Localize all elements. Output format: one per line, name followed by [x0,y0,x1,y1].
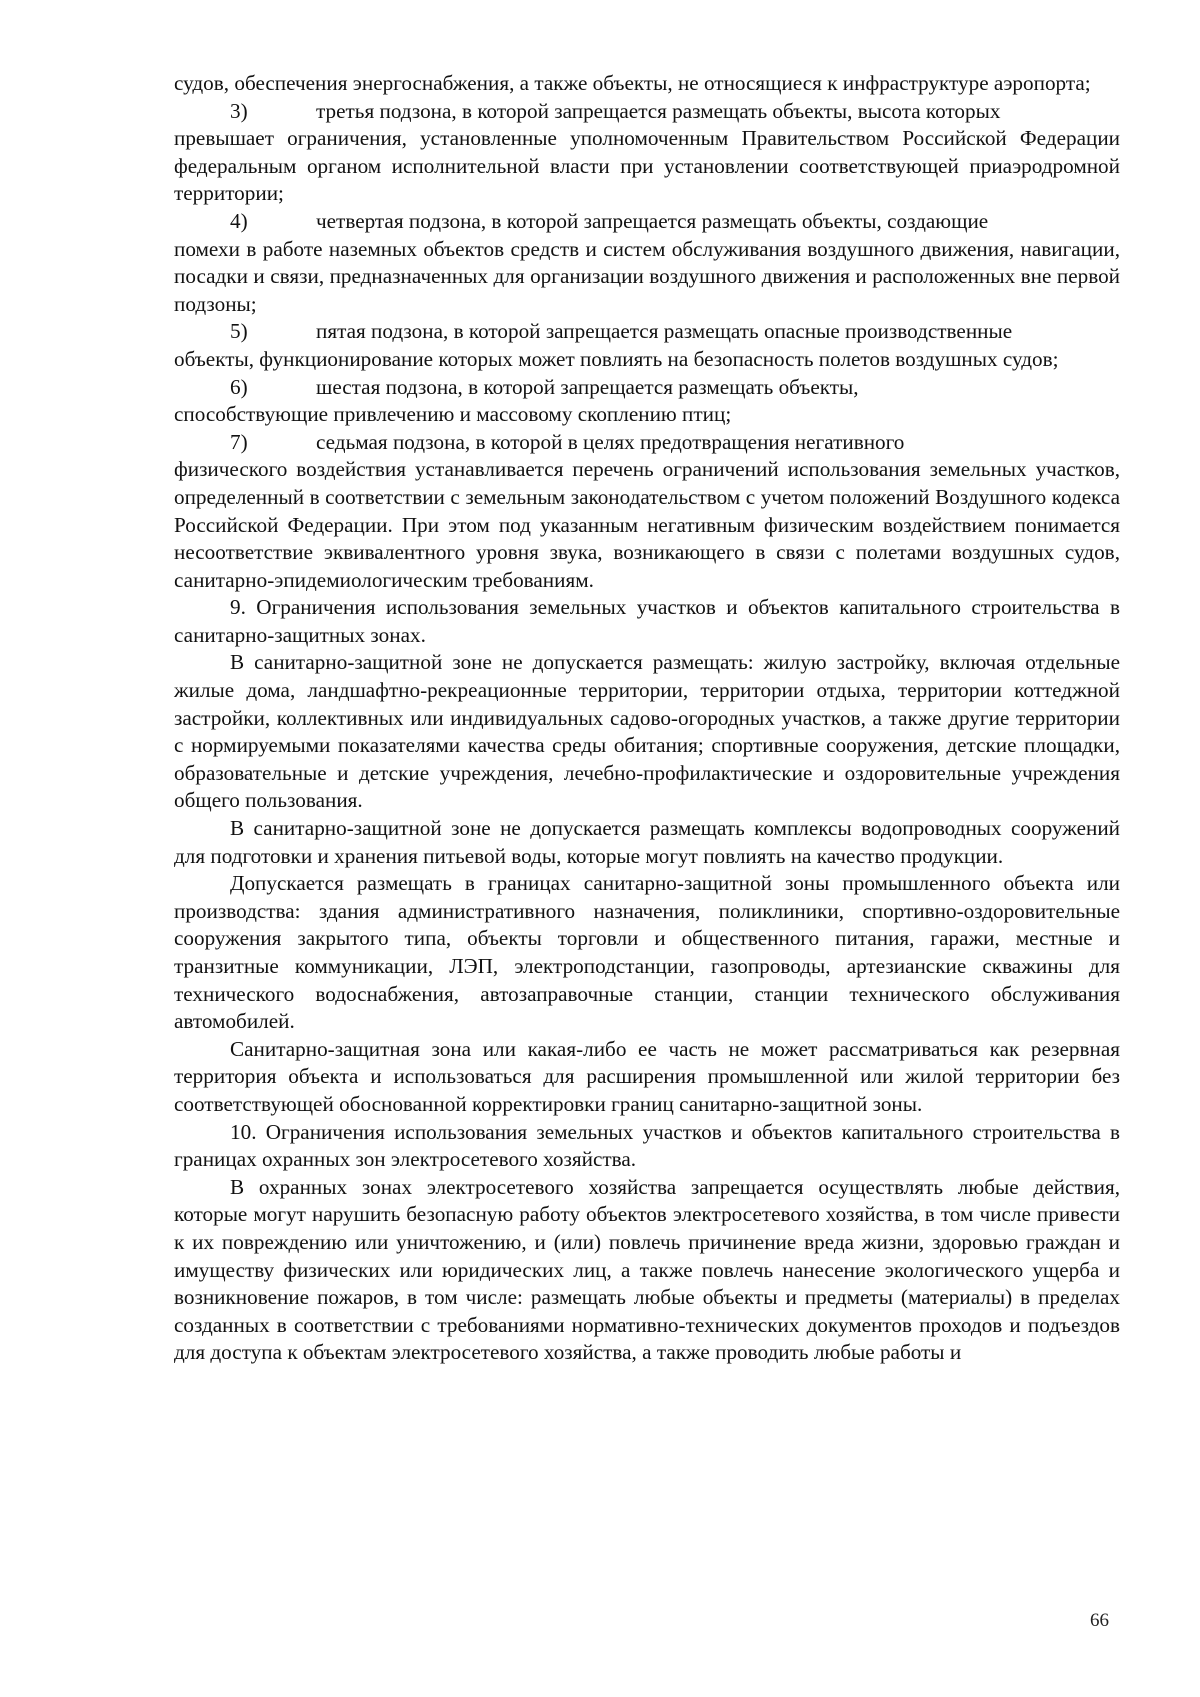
item-number: 4) [230,208,248,233]
item-continuation: объекты, функционирование которых может повлиять на безопасность полетов воздушных судов; [174,346,1059,371]
section-heading-10: 10. Ограничения использования земельных участков и объектов капитального строительства в границах охранных зон электросетевого хозяйства. [174,1119,1120,1172]
document-page [174,70,1120,1367]
page-number: 66 [1090,1610,1109,1631]
body-paragraph: Санитарно-защитная зона или какая-либо ее часть не может рассматриваться как резервная территория объекта и использоваться для расширения промышленной или жилой территории без соответствующей обоснованной корректировки границ санитарно-защитной зоны. [174,1036,1120,1116]
item-number: 6) [230,374,248,399]
body-paragraph: В санитарно-защитной зоне не допускается размещать комплексы водопроводных сооружений для подготовки и хранения питьевой воды, которые могут повлиять на качество продукции. [174,816,1120,868]
section-heading-9: 9. Ограничения использования земельных участков и объектов капитального строительства в санитарно-защитных зонах. [174,595,1120,647]
item-number: 7) [230,429,248,454]
body-paragraph: В охранных зонах электросетевого хозяйства запрещается осуществлять любые действия, которые могут нарушить безопасную работу объектов электросетевого хозяйства, в том числе привести к их повреждению или уничтожению, и (или) повлечь причинение вреда жизни, здоровью граждан и имуществу физических или юридических лиц, а также повлечь нанесение экологического ущерба и возникновение пожаров, в том числе: размещать любые объекты и предметы (материалы) в пределах созданных в соответствии с требованиями нормативно-технических документов проходов и подъездов для доступа к объектам электросетевого хозяйства, а также проводить любые работы и [174,1174,1120,1365]
item-first-line: четвертая подзона, в которой запрещается размещать объекты, создающие [316,208,989,233]
item-number: 3) [230,98,248,123]
intro-paragraph: судов, обеспечения энергоснабжения, а также объекты, не относящиеся к инфраструктуре аэропорта; [174,71,1091,95]
item-first-line: шестая подзона, в которой запрещается размещать объекты, [316,374,859,399]
item-continuation: превышает ограничения, установленные уполномоченным Правительством Российской Федерации федеральным органом исполнительной власти при установлении соответствующей приаэродромной территории; [174,126,1120,206]
item-first-line: седьмая подзона, в которой в целях предотвращения негативного [316,429,905,454]
item-continuation: физического воздействия устанавливается перечень ограничений использования земельных участков, определенный в соответствии с земельным законодательством с учетом положений Воздушного кодекса Российской Федерации. При этом под указанным негативным физическим воздействием понимается несоответствие эквивалентного уровня звука, возникающего в связи с полетами воздушных судов, санитарно-эпидемиологическим требованиям. [174,457,1120,592]
list-item [174,208,1120,318]
item-continuation: способствующие привлечению и массовому скоплению птиц; [174,402,732,427]
list-item [174,318,1120,373]
list-item [174,374,1120,429]
item-first-line: третья подзона, в которой запрещается размещать объекты, высота которых [316,98,1001,123]
item-number: 5) [230,319,248,344]
item-first-line: пятая подзона, в которой запрещается размещать опасные производственные [316,319,1013,344]
list-item [174,98,1120,208]
body-paragraph: Допускается размещать в границах санитарно-защитной зоны промышленного объекта или производства: здания административного назначения, поликлиники, спортивно-оздоровительные сооружения закрытого типа, объекты торговли и общественного питания, гаражи, местные и транзитные коммуникации, ЛЭП, электроподстанции, газопроводы, артезианские скважины для технического водоснабжения, автозаправочные станции, станции технического обслуживания автомобилей. [174,871,1120,1034]
list-item [174,429,1120,595]
body-paragraph: В санитарно-защитной зоне не допускается размещать: жилую застройку, включая отдельные жилые дома, ландшафтно-рекреационные территории, территории отдыха, территории коттеджной застройки, коллективных или индивидуальных садово-огородных участков, а также другие территории с нормируемыми показателями качества среды обитания; спортивные сооружения, детские площадки, образовательные и детские учреждения, лечебно-профилактические и оздоровительные учреждения общего пользования. [174,650,1120,813]
item-continuation: помехи в работе наземных объектов средств и систем обслуживания воздушного движения, навигации, посадки и связи, предназначенных для организации воздушного движения и расположенных вне первой подзоны; [174,236,1120,316]
